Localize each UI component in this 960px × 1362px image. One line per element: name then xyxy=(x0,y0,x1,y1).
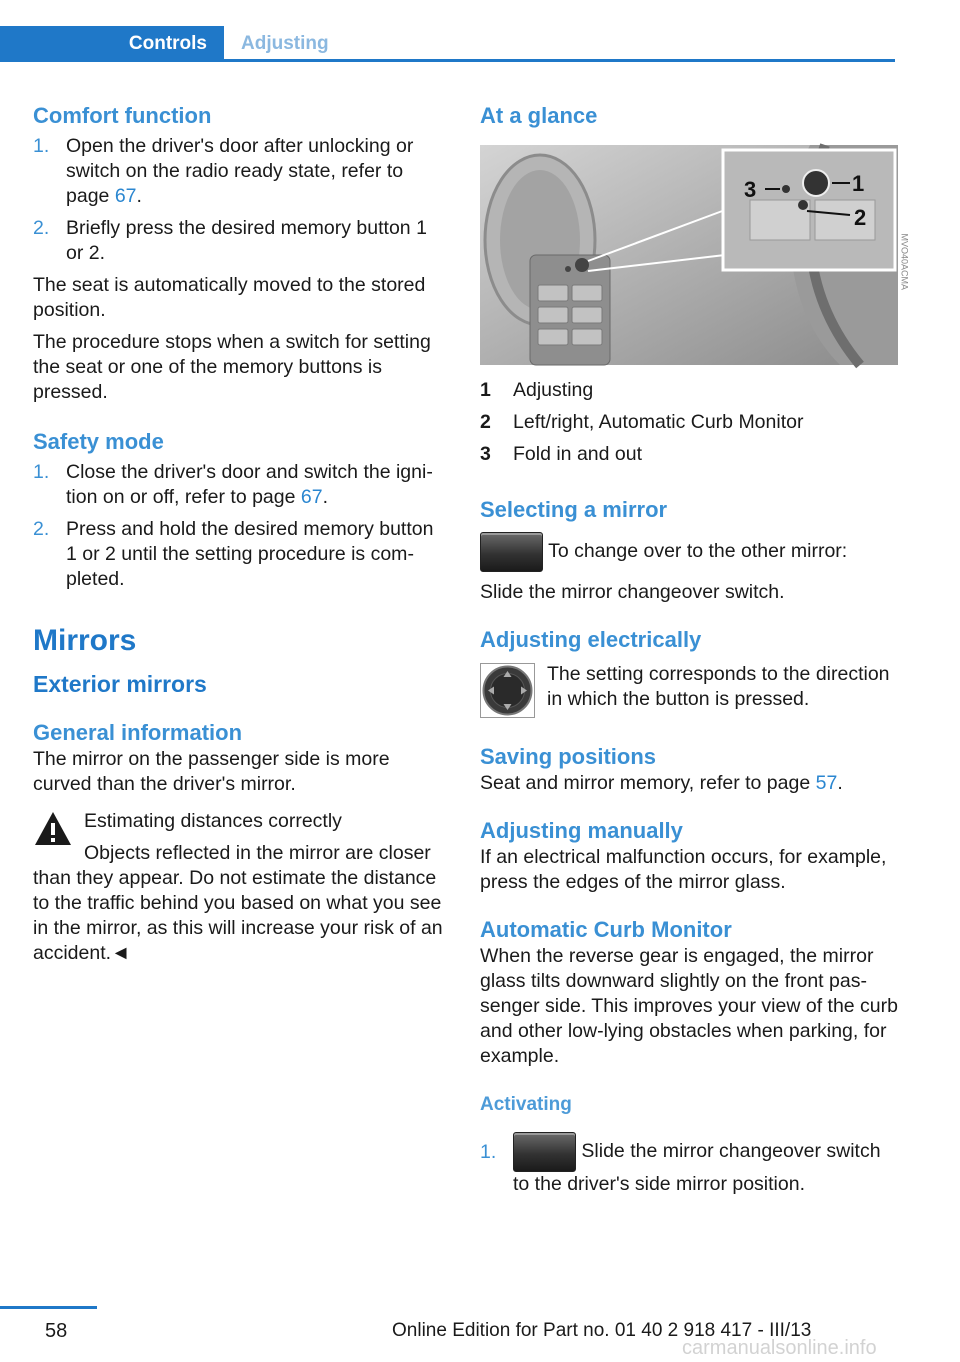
adjusting-manually-heading: Adjusting manually xyxy=(480,818,683,843)
paragraph: The mirror on the passenger side is more curved than the driver's mirror. xyxy=(33,748,390,795)
page-link[interactable]: 67 xyxy=(300,486,323,508)
comfort-steps xyxy=(33,134,447,266)
paragraph: To change over to the other mirror: xyxy=(480,532,898,572)
step-number: 2. xyxy=(33,217,50,239)
callout-3: 3 xyxy=(744,177,757,202)
header-divider xyxy=(0,59,895,62)
image-code: MVO40ACMA xyxy=(900,233,910,290)
paragraph: The procedure stops when a switch for setting the seat or one of the memory buttons is pressed. xyxy=(33,331,431,403)
edition-text: Online Edition for Part no. 01 40 2 918 417 - III/13 xyxy=(392,1320,812,1341)
safety-mode-heading: Safety mode xyxy=(33,429,164,454)
list-item: 1. Open the driver's door after unlocking or switch on the radio ready state, refer to page 67. xyxy=(33,135,414,207)
watermark: carmanualsonline.info xyxy=(682,1337,877,1359)
page-link[interactable]: 57 xyxy=(815,772,838,794)
warning-block xyxy=(33,809,447,966)
page-link[interactable]: 67 xyxy=(114,185,137,207)
step-number: 1. xyxy=(33,461,50,483)
paragraph: Seat and mirror memory, refer to page 57. xyxy=(480,772,843,794)
mirror-changeover-switch-icon xyxy=(480,532,543,572)
warning-title: Estimating distances correctly xyxy=(84,810,342,832)
right-column xyxy=(480,102,910,1197)
warning-icon xyxy=(33,809,73,849)
mirror-controls-photo xyxy=(480,145,910,365)
tab-controls[interactable]: Controls xyxy=(0,26,224,62)
step-number: 1. xyxy=(480,1141,497,1163)
activating-heading: Activating xyxy=(480,1094,572,1115)
exterior-mirrors-heading: Exterior mirrors xyxy=(33,671,207,697)
activating-steps xyxy=(480,1132,898,1197)
callout-1: 1 xyxy=(852,171,865,196)
step-text: Open the driver's door after unlocking or switch on the radio ready state, refer to page xyxy=(66,135,414,207)
list-item: 1. Slide the mirror changeover switch to the driver's side mirror position. xyxy=(480,1132,898,1197)
left-column xyxy=(33,102,447,966)
list-item: 1. Close the driver's door and switch the ignition on or off, refer to page 67. xyxy=(33,461,433,508)
legend-item xyxy=(480,406,898,438)
legend-text: Fold in and out xyxy=(513,443,643,465)
step-text: Press and hold the desired memory button 1 or 2 until the setting procedure is completed. xyxy=(66,518,434,590)
step-number: 2. xyxy=(33,518,50,540)
selecting-a-mirror-heading: Selecting a mirror xyxy=(480,497,668,522)
adjusting-electrically-heading: Adjusting electrically xyxy=(480,627,702,652)
automatic-curb-monitor-heading: Automatic Curb Monitor xyxy=(480,917,732,942)
saving-positions-heading: Saving positions xyxy=(480,744,657,769)
paragraph: Slide the mirror changeover switch. xyxy=(480,581,785,603)
list-item xyxy=(33,517,447,592)
door-panel-illustration xyxy=(480,145,898,365)
paragraph: The setting corresponds to the direction in which the button is pressed. xyxy=(547,663,890,710)
footer-divider xyxy=(0,1306,97,1309)
legend-text: Adjusting xyxy=(513,379,594,401)
legend-item xyxy=(480,438,898,470)
legend-text: Left/right, Automatic Curb Monitor xyxy=(513,411,804,433)
tab-adjusting[interactable]: Adjusting xyxy=(241,33,329,54)
step-number: 1. xyxy=(33,135,50,157)
mirror-adjust-button-icon xyxy=(480,663,535,718)
safety-steps xyxy=(33,460,447,592)
legend-item xyxy=(480,374,898,406)
legend-list xyxy=(480,374,898,470)
general-information-heading: General information xyxy=(33,720,243,745)
at-a-glance-heading: At a glance xyxy=(480,103,598,128)
paragraph: When the reverse gear is engaged, the mirror glass tilts downward slightly on the front passenger side. This improves your view of the curb and other low-lying obstacles when parking, for example. xyxy=(480,945,898,1067)
paragraph: The seat is automatically moved to the stored position. xyxy=(33,274,426,321)
comfort-function-heading: Comfort function xyxy=(33,103,212,128)
legend-number: 2 xyxy=(480,411,491,433)
warning-text: Objects reflected in the mirror are closer than they appear. Do not estimate the distance to the traffic behind you based on what you see in the mirror, as this will increase your risk of an accident.◄ xyxy=(33,842,443,964)
mirrors-heading: Mirrors xyxy=(33,624,137,657)
adjusting-electrically-block xyxy=(480,662,898,722)
step-text: Briefly press the desired memory button 1 or 2. xyxy=(66,217,427,264)
page-number: 58 xyxy=(45,1320,68,1342)
mirror-changeover-switch-icon xyxy=(513,1132,576,1172)
step-text: Close the driver's door and switch the ignition on or off, refer to page xyxy=(66,461,433,508)
legend-number: 1 xyxy=(480,379,491,401)
list-item xyxy=(33,216,447,266)
callout-2: 2 xyxy=(854,205,867,230)
paragraph: If an electrical malfunction occurs, for example, press the edges of the mirror glass. xyxy=(480,846,887,893)
legend-number: 3 xyxy=(480,443,491,465)
header-bar xyxy=(0,26,895,62)
